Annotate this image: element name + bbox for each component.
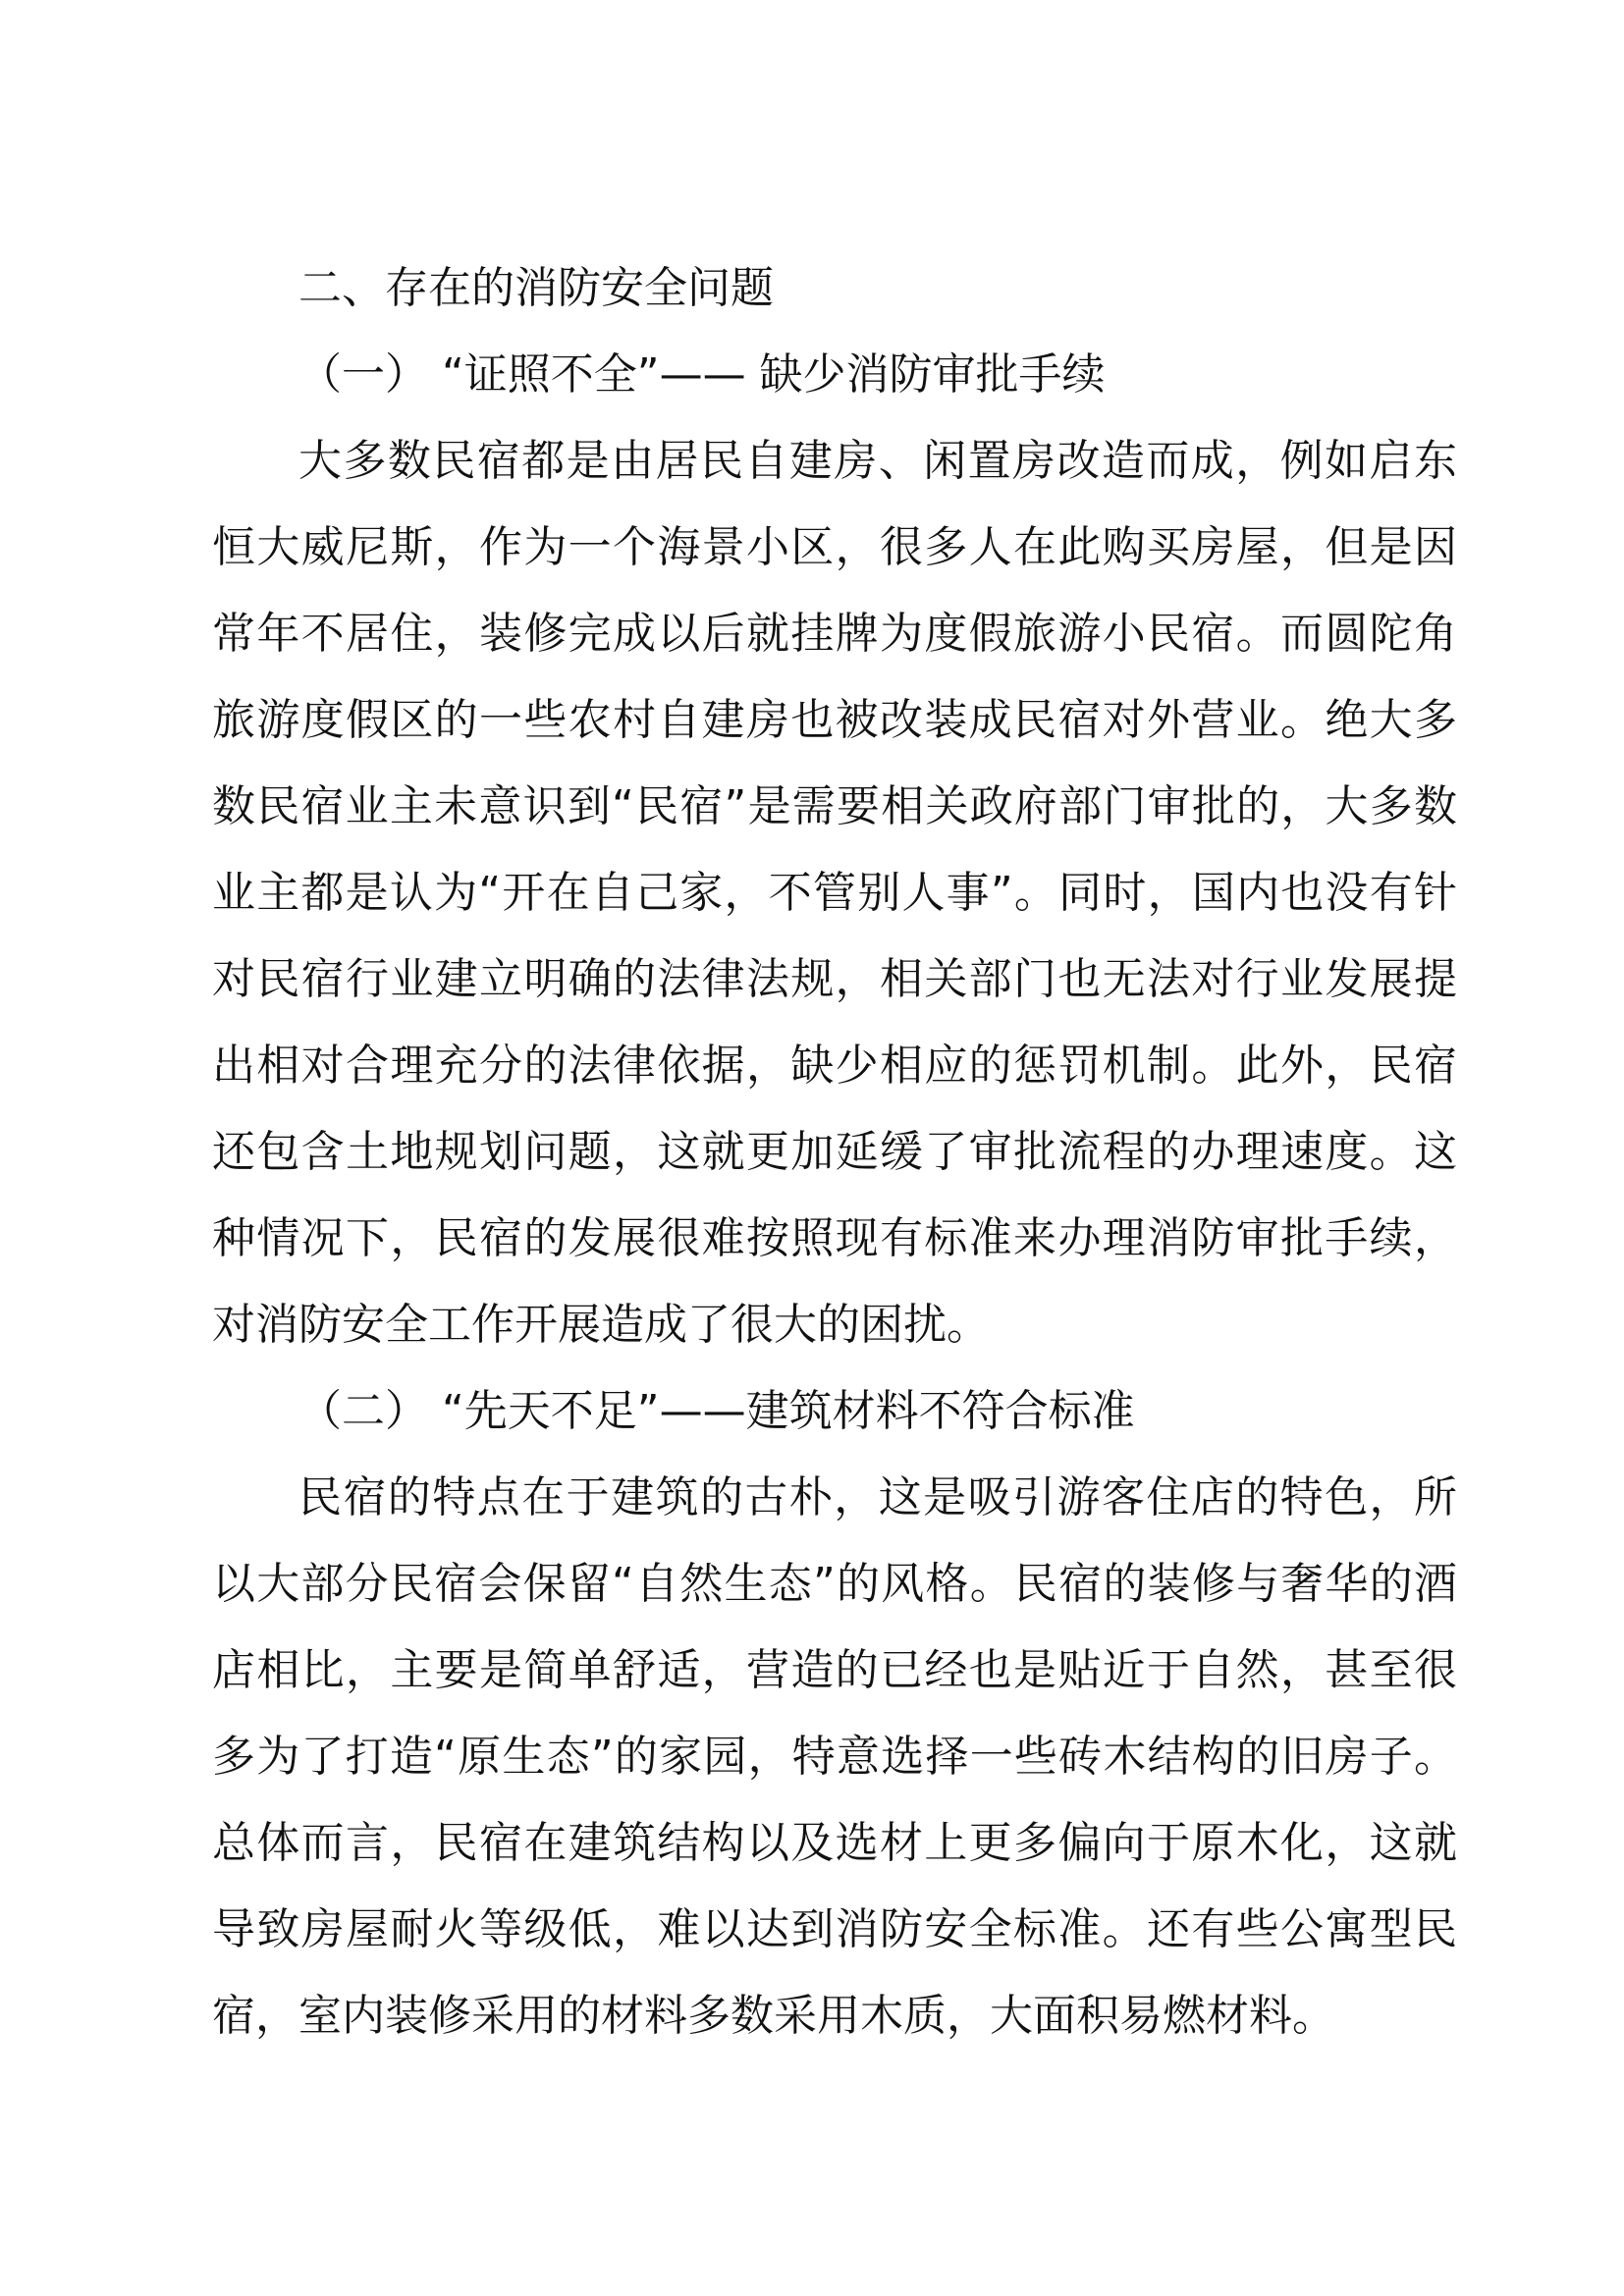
document-body — [212, 245, 1457, 2059]
subsection-1-paragraph: 大多数民宿都是由居民自建房、闲置房改造而成，例如启东恒大威尼斯，作为一个海景小区，很多人在此购买房屋，但是因常年不居住，装修完成以后就挂牌为度假旅游小民宿。而圆陀角旅游度假区的一些农村自建房也被改装成民宿对外营业。绝大多数民宿业主未意识到“民宿”是需要相关政府部门审批的，大多数业主都是认为“开在自己家，不管别人事”。同时，国内也没有针对民宿行业建立明确的法律法规，相关部门也无法对行业发展提出相对合理充分的法律依据，缺少相应的惩罚机制。此外，民宿还包含土地规划问题，这就更加延缓了审批流程的办理速度。这种情况下，民宿的发展很难按照现有标准来办理消防审批手续，对消防安全工作开展造成了很大的困扰。 — [212, 436, 1457, 1350]
subsection-1-title: （一） “证照不全”—— 缺少消防审批手续 — [298, 349, 1106, 400]
section-title: 二、存在的消防安全问题 — [298, 263, 774, 313]
subsection-2-title: （二） “先天不足”——建筑材料不符合标准 — [298, 1386, 1135, 1436]
subsection-2-paragraph: 民宿的特点在于建筑的古朴，这是吸引游客住店的特色，所以大部分民宿会保留“自然生态”的风格。民宿的装修与奢华的酒店相比，主要是简单舒适，营造的已经也是贴近于自然，甚至很多为了打造“原生态”的家园，特意选择一些砖木结构的旧房子。总体而言，民宿在建筑结构以及选材上更多偏向于原木化，这就导致房屋耐火等级低，难以达到消防安全标准。还有些公寓型民宿，室内装修采用的材料多数采用木质，大面积易燃材料。 — [212, 1472, 1457, 2041]
